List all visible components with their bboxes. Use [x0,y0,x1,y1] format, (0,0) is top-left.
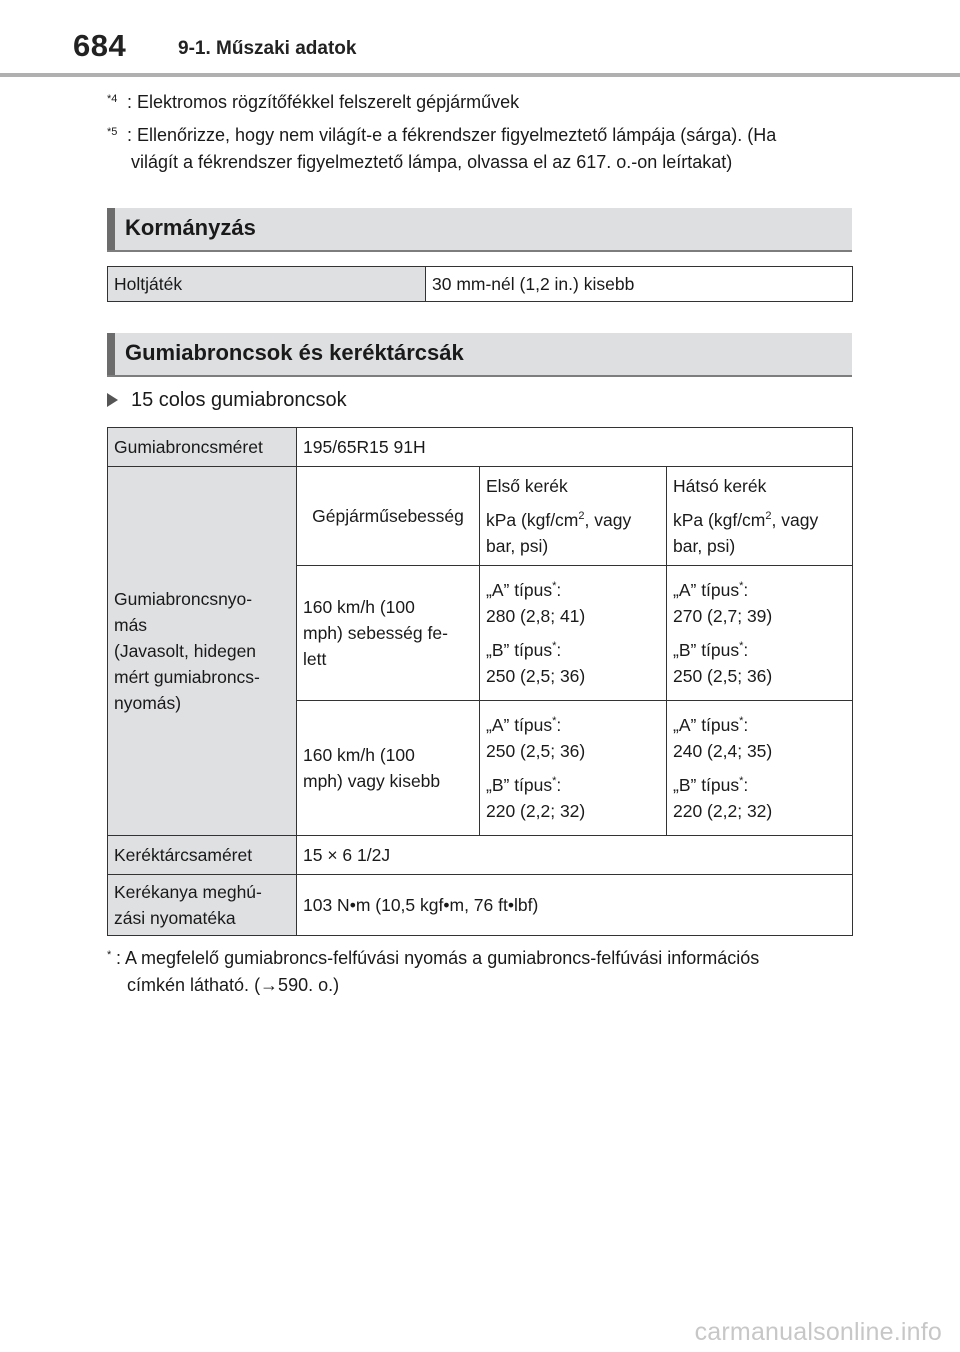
table-row [108,875,853,936]
note-mark: *4 [107,93,118,105]
table-row [108,428,853,467]
front-wheel-header: Első kerék kPa ($kgf/cm^2$, vagy bar, psi) [480,467,667,566]
watermark: carmanualsonline.info [694,1318,942,1346]
tire-size-value: 195/65R15 91H [297,428,853,467]
speed-under-160: 160 km/h (100 mph) vagy kisebb [297,701,480,836]
nut-torque-label: Kerékanya meghú- zási nyomatéka [108,875,297,936]
note-4 [107,89,857,116]
table-row [108,267,853,302]
triangle-bullet-icon [107,393,118,407]
footnote-text: : A megfelelő gumiabroncs-felfúvási nyomás a gumiabroncs-felfúvási információs [116,948,760,968]
speed-over-160: 160 km/h (100 mph) sebesség fe- lett [297,566,480,701]
free-play-value: 30 mm-nél (1,2 in.) kisebb [426,267,853,302]
subheading-text: 15 colos gumiabroncsok [131,389,347,411]
section-title: Kormányzás [125,215,256,240]
wheel-size-label: Keréktárcsaméret [108,836,297,875]
section-bar [107,333,115,375]
note-text: : Elektromos rögzítőfékkel felszerelt gépjárművek [127,92,520,112]
section-bar [107,208,115,250]
tire-spec-table [107,427,853,936]
free-play-label: Holtjáték [108,267,426,302]
footnote-text-cont: címkén látható. (→590. o.) [127,975,340,995]
chapter-title: 9-1. Műszaki adatok [178,38,357,59]
rear-wheel-header: Hátsó kerék kPa ($kgf/cm^2$, vagy bar, psi) [667,467,853,566]
front-pressure-under-160: „A” típus*: 250 (2,5; 36) „B” típus*: 220 (2,2; 32) [480,701,667,836]
header-divider [0,73,960,77]
note-text: : Ellenőrizze, hogy nem világít-e a fékrendszer figyelmeztető lámpája (sárga). (Ha [127,125,777,145]
front-pressure-over-160: „A” típus*: 280 (2,8; 41) „B” típus*: 250 (2,5; 36) [480,566,667,701]
section-heading-tires [107,333,852,377]
steering-table [107,266,853,302]
footnote-mark: * [107,949,112,961]
subheading-15-inch-tires [107,386,347,414]
rear-pressure-over-160: „A” típus*: 270 (2,7; 39) „B” típus*: 250 (2,5; 36) [667,566,853,701]
page-number: 684 [73,28,127,63]
nut-torque-value: 103 N•m (10,5 kgf•m, 76 ft•lbf) [297,875,853,936]
tire-pressure-label: Gumiabroncsnyo- más (Javasolt, hidegen mért gumiabroncs- nyomás) [108,467,297,836]
note-mark: *5 [107,126,118,138]
tire-size-label: Gumiabroncsméret [108,428,297,467]
note-5 [107,122,867,176]
table-row [108,467,853,566]
section-heading-steering [107,208,852,252]
footnote [107,945,867,999]
wheel-size-value: 15 × 6 1/2J [297,836,853,875]
speed-header: Gépjárműsebesség [297,467,480,566]
page-header [0,0,960,78]
section-title: Gumiabroncsok és keréktárcsák [125,340,464,365]
table-row [108,836,853,875]
note-text-cont: világít a fékrendszer figyelmeztető lámpa, olvassa el az 617. o.-on leírtakat) [131,152,733,172]
rear-pressure-under-160: „A” típus*: 240 (2,4; 35) „B” típus*: 220 (2,2; 32) [667,701,853,836]
